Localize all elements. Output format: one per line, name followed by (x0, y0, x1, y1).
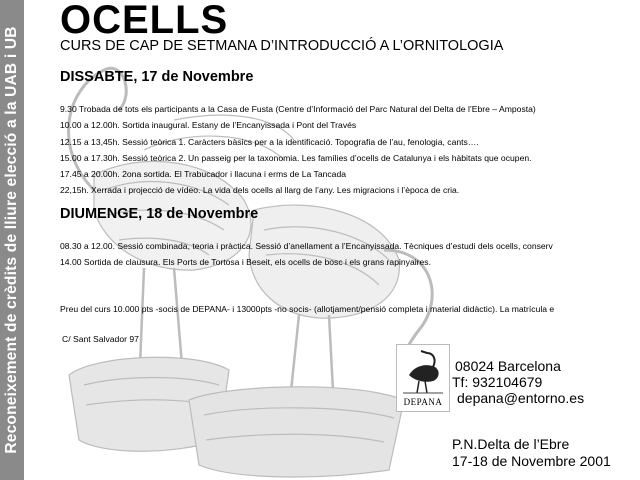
page-title: OCELLS (60, 0, 229, 42)
sidebar-band (0, 0, 24, 480)
schedule-line: 08.30 a 12.00. Sessió combinada, teoria i pràctica. Sessió d’anellament a l’Encanyissada. Tècniques d’estudi dels ocells, conserv (60, 241, 553, 251)
contact-email: depana@entorno.es (457, 390, 585, 406)
day1-heading: DISSABTE, 17 de Novembre (60, 69, 254, 85)
depana-logo (396, 344, 450, 412)
footer-dates: 17-18 de Novembre 2001 (452, 453, 611, 469)
schedule-line: 9.30 Trobada de tots els participants a la Casa de Fusta (Centre d’Informació del Parc Natural del Delta de l’Ebre – Amposta) (60, 104, 536, 114)
logo-label: DEPANA (403, 397, 443, 407)
page-subtitle: CURS DE CAP DE SETMANA D’INTRODUCCIÓ A L’ORNITOLOGIA (60, 38, 504, 54)
contact-phone: Tf: 932104679 (452, 374, 543, 390)
price-text: Preu del curs 10.000 pts -socis de DEPANA- i 13000pts -no socis- (allotjament/pensió completa i material didàctic). La matrícula e (60, 304, 555, 314)
schedule-line: 10.00 a 12.00h. Sortida inaugural. Estany de l’Encanyissada i Pont del Través (60, 120, 357, 130)
footer-place: P.N.Delta de l’Ebre (452, 436, 570, 452)
schedule-line: 22,15h. Xerrada i projecció de vídeo. La vida dels ocells al llarg de l’any. Les migracions i l’època de cria. (60, 185, 460, 195)
schedule-line: 12.15 a 13,45h. Sessió teòrica 1. Caràcters bàsics per a la identificació. Topografia de l’au, fenologia, cants…. (60, 137, 479, 147)
schedule-line: 15.00 a 17.30h. Sessió teòrica 2. Un passeig per la taxonomia. Les famílies d’ocells de Catalunya i els hàbitats que ocupen. (60, 153, 532, 163)
schedule-line: 14.00 Sortida de clausura. Els Ports de Tortosa i Beseit, els ocells de bosc i els grans rapinyaires. (60, 257, 431, 267)
schedule-line: 17.45 a 20.00h. 2ona sortida. El Trabucador i llacuna i erms de La Tancada (60, 169, 347, 179)
address-text: C/ Sant Salvador 97 (62, 334, 139, 344)
contact-postcode: 08024 Barcelona (455, 358, 561, 374)
sidebar-credit-text: Reconeixement de crèdits de lliure elecció a la UAB i UB (3, 26, 20, 454)
day2-heading: DIUMENGE, 18 de Novembre (60, 206, 259, 222)
heron-icon (397, 345, 449, 397)
